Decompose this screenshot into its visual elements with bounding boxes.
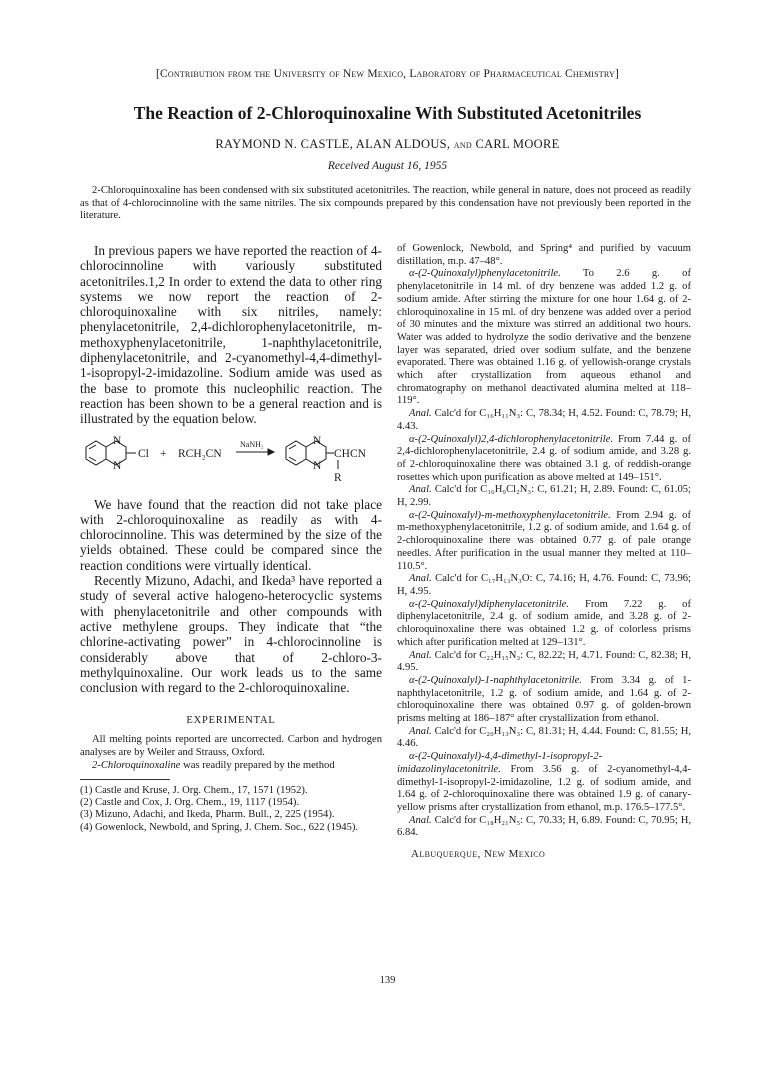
compound-1-name: α-(2-Quinoxalyl)phenylacetonitrile. [409,268,561,280]
compound-2-prep [397,434,691,485]
compound-6-anal-text: Calc'd for C₁₈H₂₁N₅: C, 70.33; H, 6.89. Found: C, 70.95; H, 6.84. [397,814,691,839]
authors-part-a: RAYMOND N. CASTLE, ALAN ALDOUS, [215,137,451,151]
compound-6-name: α-(2-Quinoxalyl)-4,4-dimethyl-1-isopropyl-2-imidazolinylacetonitrile. [397,751,603,775]
compound-6-analysis [397,815,691,840]
compound-3-analysis [397,573,691,598]
compound-5-name: α-(2-Quinoxalyl)-1-naphthylacetonitrile. [409,674,582,686]
reference-3: (3) Mizuno, Adachi, and Ikeda, Pharm. Bull., 2, 225 (1954). [80,809,335,821]
reference-4: (4) Gowenlock, Newbold, and Spring, J. Chem. Soc., 622 (1945). [80,821,359,833]
received-date: Received August 16, 1955 [327,160,448,172]
product-n1: N [313,434,322,447]
experimental-para-2 [80,760,382,773]
compound-5-prep [397,675,691,726]
product-r: R [334,471,342,484]
paragraph-3: Recently Mizuno, Adachi, and Ikeda³ have reported a study of several active halogeno-heterocyclic systems with phenylacetonitrile and other compounds with active methylene groups. They indicate that “the chlorine-activating power” in 4-chlorocinnoline is considerably above that of 2-chloro-3-methylquinoxaline. Our work leads us to the same conclusion with regard to the 2-chloroquinoxaline. [80,573,382,696]
footnote-rule [80,779,170,780]
reagent-label: RCH₂CN [178,447,222,460]
anal-label-2: Anal. [409,484,432,496]
authors-and: and [453,139,472,151]
reactant-ring-drawing [86,441,136,465]
article-title: The Reaction of 2-Chloroquinoxaline With Substituted Acetonitriles [133,103,642,123]
reference-2: (2) Castle and Cox, J. Org. Chem., 19, 1117 (1954). [80,796,300,808]
experimental-heading: EXPERIMENTAL [186,715,276,727]
reactant-cl: Cl [138,447,149,460]
compound-6-prep [397,751,691,815]
page-number: 139 [379,975,396,986]
authors-part-b: CARL MOORE [475,137,560,151]
reaction-arrow [236,449,274,455]
compound-4-text: From 7.22 g. of diphenylacetonitrile, 2.4 g. of sodium amide, and 3.28 g. of 2-chloroquinoxaline there was obtained 1.2 g. of colorless prisms which after purification melted at 129–131°. [397,598,691,648]
compound-2-anal-text: Calc'd for C₁₆H₉Cl₂N₃: C, 61.21; H, 2.89. Found: C, 61.05; H, 2.99. [397,484,692,509]
reaction-plus: + [160,447,167,460]
compound-1-text: To 2.6 g. of phenylacetonitrile in 14 ml. of dry benzene was added 1.2 g. of sodium amide. After stirring the mixture for one hour 1.64 g. of 2-chloroquinoxaline in 15 ml. of dry benzene was added over a period of 30 minutes and the mixture was stirred an additional two hours. Water was added to hydrolyze the sodio derivative and the benzene layer was separated, dried over sodium sulfate, and the benzene evaporated. There was obtained 1.16 g. of yellowish-orange crystals which after crystallization from aqueous ethanol and chromatography on methanol deactivated alumina melted at 118–119°. [397,268,691,407]
compound-1-prep [397,268,691,408]
intro-paragraph: In previous papers we have reported the reaction of 4-chlorocinnoline with variously substituted acetonitriles.1,2 In order to extend the data to other ring systems we now report the reaction of 2-chloroquinoxaline with six nitriles, namely: phenylacetonitrile, 2,4-dichlorophenylacetonitrile, m-methoxyphenylacetonitrile, 1-naphthylacetonitrile, diphenylacetonitrile, and 2-cyanomethyl-4,4-dimethyl-1-isopropyl-2-imidazoline. Sodium amide was used as the base to promote this nucleophilic reaction. The reaction has been shown to be a general reaction and is illustrated by the equation below. [80,243,382,427]
anal-label-5: Anal. [409,725,432,737]
reaction-scheme [80,433,382,489]
compound-3-name: α-(2-Quinoxalyl)-m-methoxyphenylacetonitrile. [409,509,611,521]
author-address: Albuquerque, New Mexico [411,848,546,861]
chloroquinoxaline-name: 2-Chloroquinoxaline [92,759,181,771]
experimental-para-1: All melting points reported are uncorrected. Carbon and hydrogen analyses are by Weiler and Strauss, Oxford. [80,734,382,759]
anal-label-6: Anal. [409,814,432,826]
compound-5-analysis [397,726,691,751]
compound-2-name: α-(2-Quinoxalyl)2,4-dichlorophenylacetonitrile. [409,433,614,445]
compound-3-prep [397,510,691,574]
anal-label-1: Anal. [409,408,432,420]
compound-4-anal-text: Calc'd for C₂₂H₁₅N₃: C, 82.22; H, 4.71. Found: C, 82.38; H, 4.95. [397,649,691,674]
compound-5-text: From 3.34 g. of 1-naphthylacetonitrile, 1.2 g. of sodium amide, and 1.64 g. of 2-chloroquinoxaline there was obtained 0.97 g. of golden-brown prisms melting at 186–187° after crystallization from ethanol. [397,674,691,725]
compound-2-text: From 7.44 g. of 2,4-dichlorophenylacetonitrile, 2.4 g. of sodium amide, and 3.28 g. of 2-chloroquinoxaline there was obtained 3.1 g. of reddish-orange rosettes which upon purification as above melted at 149–151°. [397,433,691,483]
compound-1-anal-text: Calc'd for C₁₆H₁₁N₃: C, 78.34; H, 4.52. Found: C, 78.79; H, 4.43. [397,408,691,432]
experimental-para-2-text: was readily prepared by the method [180,759,335,771]
right-para-0: of Gowenlock, Newbold, and Spring⁴ and purified by vacuum distillation, m.p. 47–48°. [397,243,691,267]
compound-4-analysis [397,650,691,675]
left-column [80,243,382,834]
reactant-n1: N [113,434,122,447]
authors [0,137,775,152]
reference-1: (1) Castle and Kruse, J. Org. Chem., 17, 1571 (1952). [80,784,308,796]
product-ring-drawing [286,441,338,469]
reactant-n2: N [113,459,122,472]
anal-label-4: Anal. [409,649,432,661]
paragraph-2: We have found that the reaction did not take place with 2-chloroquinoxaline as readily as with 4-chlorocinnoline. This was determined by the size of the yields obtained. These could be compared since the reaction conditions were virtually identical. [80,496,382,573]
contribution-line: [Contribution from the University of New Mexico, Laboratory of Pharmaceutical Chemistry] [155,68,619,80]
compound-6-text: From 3.56 g. of 2-cyanomethyl-4,4-dimethyl-1-isopropyl-2-imidazoline, 1.2 g. of sodium amide, and 1.64 g. of 2-chloroquinoxaline there was obtained 1.9 g. of canary-yellow prisms after crystallization from ethanol, m.p. 176.5–177.5°. [397,763,691,813]
compound-3-text: From 2.94 g. of m-methoxyphenylacetonitrile, 1.2 g. of sodium amide, and 1.64 g. of 2-chloroquinoxaline there was obtained 0.77 g. of pale orange needles. After purification in the usual manner they melted at 110–110.5°. [397,509,691,572]
compound-4-name: α-(2-Quinoxalyl)diphenylacetonitrile. [409,598,570,610]
compound-3-anal-text: Calc'd for C₁₇H₁₃N₃O: C, 74.16; H, 4.76. Found: C, 73.96; H, 4.95. [397,573,691,597]
compound-2-analysis [397,484,691,509]
right-column [397,243,691,860]
compound-5-anal-text: Calc'd for C₂₀H₁₃N₃: C, 81.31; H, 4.44. Found: C, 81.55; H, 4.46. [397,725,691,750]
reaction-equation-graphic [80,433,382,489]
anal-label-3: Anal. [409,573,432,585]
compound-1-analysis [397,408,691,433]
product-n2: N [313,459,322,472]
catalyst-label: NaNH₂ [240,439,264,449]
product-group: CHCN [334,447,366,460]
abstract: 2-Chloroquinoxaline has been condensed with six substituted acetonitriles. The reaction, while general in nature, does not proceed as readily as that of 4-chlorocinnoline with the same nitriles. The six compounds prepared by this condensation have not previously been reported in the literature. [80,185,691,222]
compound-4-prep [397,599,691,650]
